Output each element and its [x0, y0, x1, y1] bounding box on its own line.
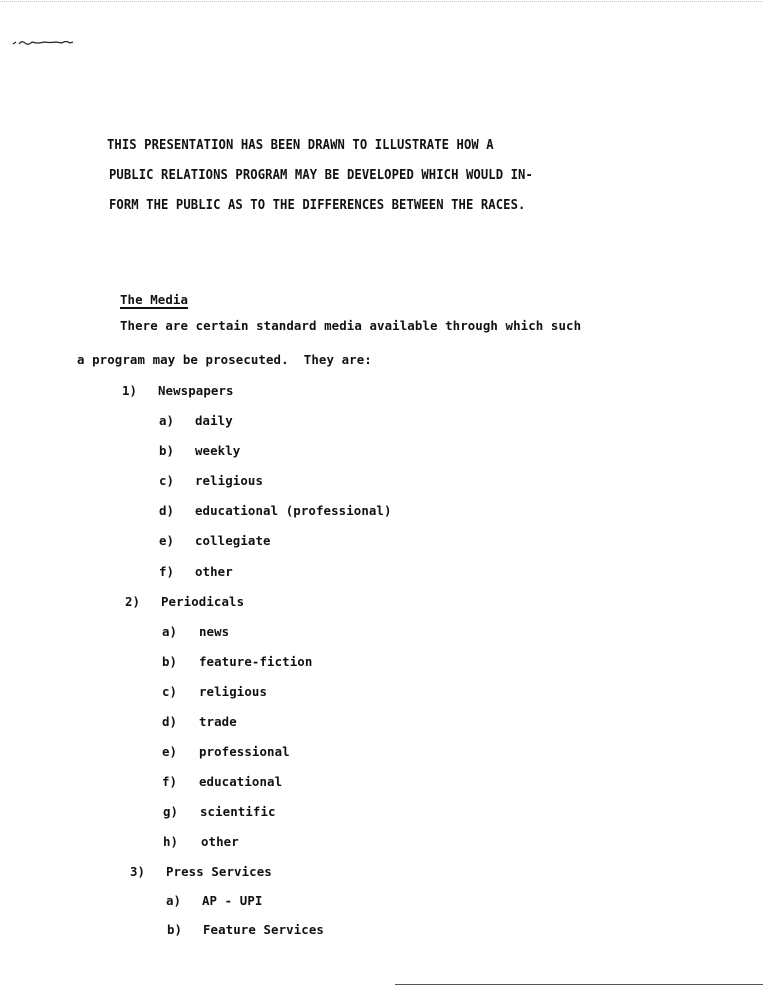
list-item-text: educational (professional) [195, 503, 392, 518]
intro-line-2: PUBLIC RELATIONS PROGRAM MAY BE DEVELOPED WHICH WOULD IN- [109, 167, 533, 183]
paragraph-line-2: a program may be prosecuted. They are: [77, 352, 372, 367]
list-item-letter: a) [166, 893, 182, 908]
list-item-letter: a) [162, 624, 178, 639]
list-item-letter: c) [162, 684, 178, 699]
list-item-letter: e) [162, 744, 178, 759]
list-group-number: 3) [130, 864, 146, 879]
list-item-text: collegiate [195, 533, 271, 548]
list-group-title: Periodicals [161, 594, 245, 609]
list-item-letter: e) [159, 533, 175, 548]
list-item-text: other [195, 564, 233, 579]
list-item-text: feature-fiction [199, 654, 313, 669]
list-item-letter: b) [159, 443, 175, 458]
intro-line-1: THIS PRESENTATION HAS BEEN DRAWN TO ILLUSTRATE HOW A [107, 137, 494, 153]
list-group-number: 1) [122, 383, 138, 398]
list-item-letter: h) [163, 834, 179, 849]
list-item-text: educational [199, 774, 283, 789]
paragraph-line-1: There are certain standard media available through which such [120, 318, 582, 333]
list-item-text: Feature Services [203, 922, 324, 937]
list-item-letter: b) [167, 922, 183, 937]
list-item-letter: f) [162, 774, 178, 789]
list-item-letter: a) [159, 413, 175, 428]
list-item-text: professional [199, 744, 290, 759]
intro-line-3: FORM THE PUBLIC AS TO THE DIFFERENCES BETWEEN THE RACES. [109, 197, 526, 213]
list-group-title: Newspapers [158, 383, 234, 398]
list-item-text: scientific [200, 804, 276, 819]
list-item-letter: g) [163, 804, 179, 819]
section-heading: The Media [120, 292, 189, 307]
list-item-letter: d) [162, 714, 178, 729]
list-item-letter: b) [162, 654, 178, 669]
list-item-text: AP - UPI [202, 893, 263, 908]
bottom-edge-divider [395, 984, 763, 985]
list-item-letter: d) [159, 503, 175, 518]
list-item-letter: f) [159, 564, 175, 579]
list-item-text: news [199, 624, 230, 639]
list-item-text: daily [195, 413, 233, 428]
list-item-text: religious [199, 684, 268, 699]
handwritten-mark-icon [12, 38, 74, 46]
list-item-text: trade [199, 714, 237, 729]
list-item-text: other [201, 834, 239, 849]
list-item-letter: c) [159, 473, 175, 488]
list-item-text: religious [195, 473, 264, 488]
top-edge-divider [0, 1, 763, 2]
list-item-text: weekly [195, 443, 241, 458]
list-group-title: Press Services [166, 864, 272, 879]
list-group-number: 2) [125, 594, 141, 609]
